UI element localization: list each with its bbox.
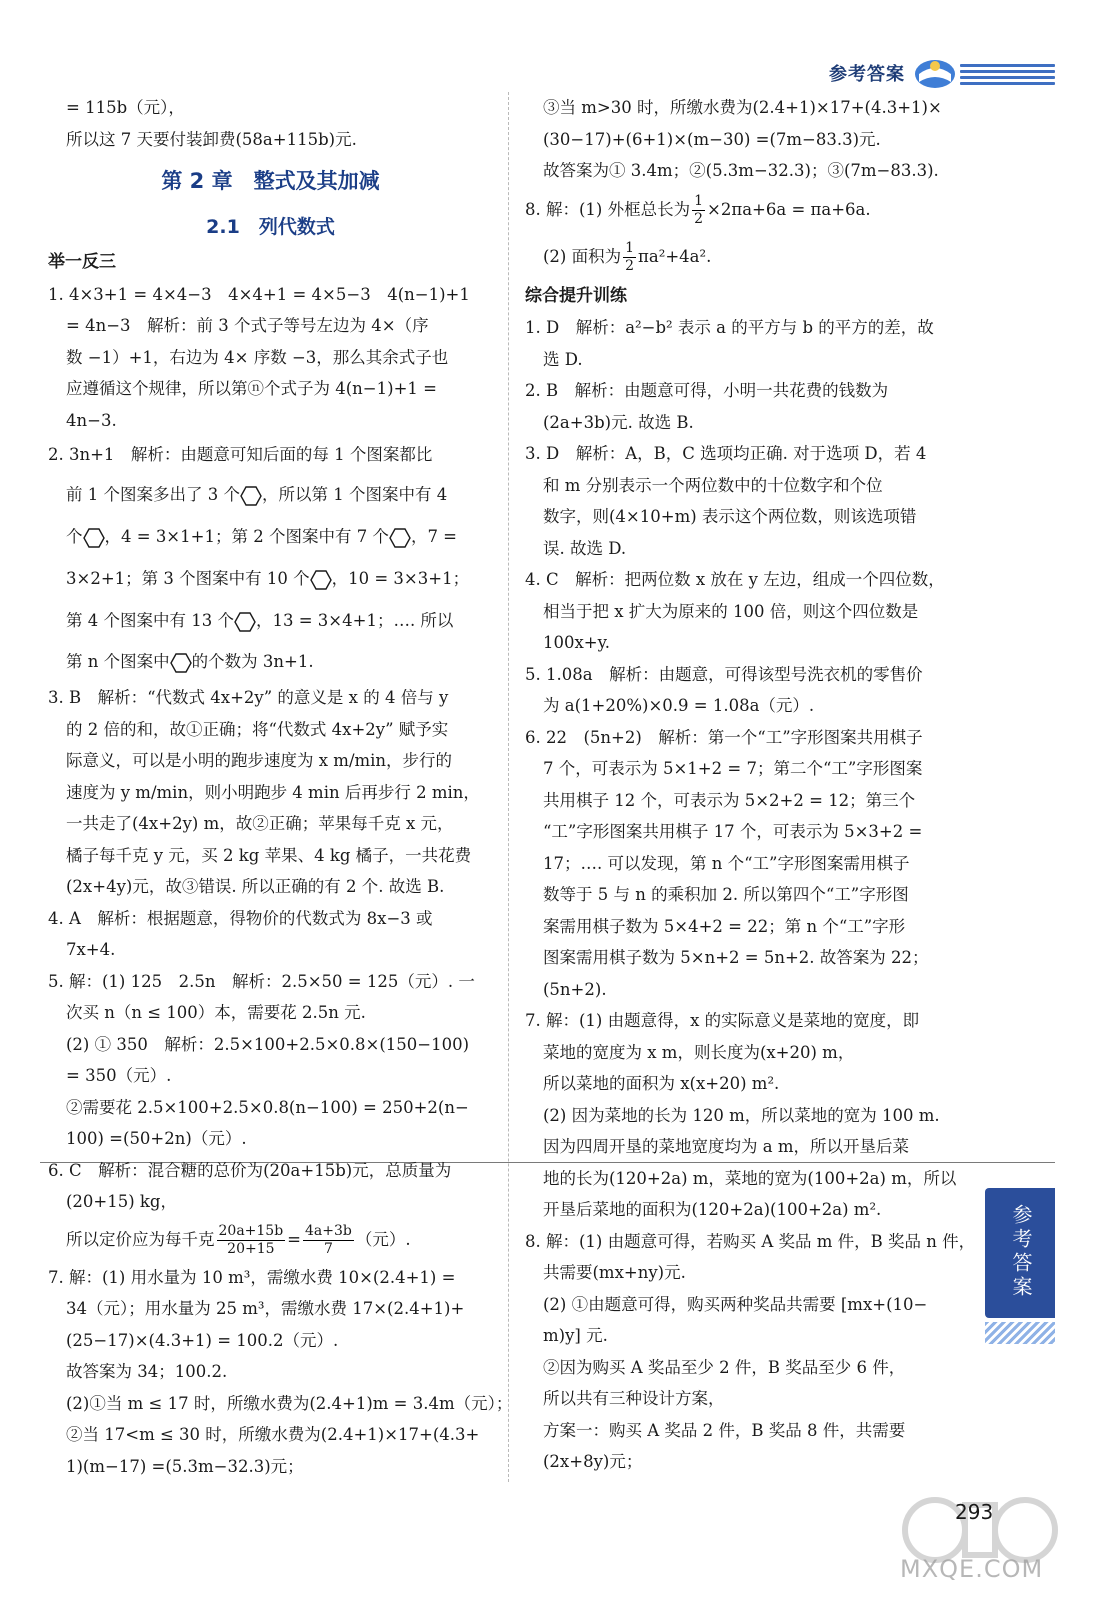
text-line: 为 a(1+20%)×0.9 = 1.08a（元）.: [543, 696, 815, 715]
text-line: [48, 600, 493, 642]
text-line: (25−17)×(4.3+1) = 100.2（元）.: [66, 1330, 339, 1350]
text-segment: 3×2+1；第 3 个图案中有 10 个: [66, 569, 310, 588]
text-line: 7. 解：(1) 由题意得，x 的实际意义是菜地的宽度，即: [525, 1011, 920, 1030]
text-segment: (2) 面积为: [543, 246, 622, 266]
text-line: 速度为 y m/min，则小明跑步 4 min 后再步行 2 min，: [66, 782, 480, 802]
hexagon-icon: [310, 569, 332, 591]
text-segment: 第 n 个图案中: [66, 652, 170, 671]
text-line: (2x+4y)元，故③错误. 所以正确的有 2 个. 故选 B.: [66, 877, 445, 896]
text-line: 4. C 解析：把两位数 x 放在 y 左边，组成一个四位数，: [525, 570, 945, 589]
hexagon-icon: [83, 527, 105, 549]
text-line: 菜地的宽度为 x m，则长度为(x+20) m，: [543, 1042, 855, 1062]
text-line: 5. 1.08a 解析：由题意，可得该型号洗衣机的零售价: [525, 664, 923, 684]
fraction-numerator: 4a+3b: [305, 1222, 352, 1239]
right-column: [525, 92, 976, 1478]
text-segment: ×2πa+6a = πa+6a.: [707, 199, 871, 219]
fraction: [692, 193, 705, 228]
text-segment: ，4 = 3×1+1；第 2 个图案中有 7 个: [104, 527, 389, 546]
text-line: ②需要花 2.5×100+2.5×0.8(n−100) = 250+2(n−: [66, 1097, 469, 1117]
book-logo-icon: [911, 52, 959, 92]
subsection-heading: 举一反三: [48, 252, 116, 272]
text-segment: （元）.: [355, 1229, 411, 1249]
side-tab: [985, 1188, 1055, 1318]
text-line: 2. 3n+1 解析：由题意可知后面的每 1 个图案都比: [48, 445, 433, 464]
text-line: 故答案为 34；100.2.: [66, 1362, 228, 1381]
text-segment: 个: [66, 527, 83, 546]
watermark-text: MXQE.COM: [900, 1555, 1044, 1583]
text-line: [48, 642, 493, 682]
text-segment: ，13 = 3×4+1；…. 所以: [255, 611, 454, 630]
fraction: [303, 1223, 354, 1258]
hexagon-icon: [234, 611, 256, 633]
text-line: 图案需用棋子数为 5×n+2 = 5n+2. 故答案为 22；: [543, 948, 929, 967]
text-segment: ，所以第 1 个图案中有 4: [261, 485, 448, 504]
fraction: [623, 240, 636, 275]
text-line: [48, 558, 493, 600]
text-line: 案需用棋子数为 5×4+2 = 22；第 n 个“工”字形: [543, 916, 906, 936]
column-divider: [508, 92, 509, 1482]
subsection-heading: 综合提升训练: [525, 285, 627, 306]
text-line: 1. 4×3+1 = 4×4−3 4×4+1 = 4×5−3 4(n−1)+1: [48, 284, 470, 304]
text-line: 7 个，可表示为 5×1+2 = 7；第二个“工”字形图案: [543, 759, 923, 778]
text-line: 6. 22 (5n+2) 解析：第一个“工”字形图案共用棋子: [525, 727, 923, 747]
text-line: m)y] 元.: [543, 1326, 608, 1345]
hexagon-icon: [389, 527, 411, 549]
text-line: ②因为购买 A 奖品至少 2 件，B 奖品至少 6 件，: [543, 1357, 906, 1377]
hexagon-icon: [170, 652, 192, 674]
header-decor-lines: [960, 64, 1055, 88]
left-column: [48, 92, 513, 1482]
text-line: 误. 故选 D.: [543, 538, 627, 558]
text-line: 所以菜地的面积为 x(x+20) m².: [543, 1074, 780, 1093]
text-line: 的 2 倍的和，故①正确；将“代数式 4x+2y” 赋予实: [66, 719, 449, 739]
text-line: 3. D 解析：A，B，C 选项均正确. 对于选项 D，若 4: [525, 444, 927, 463]
text-line: 1. D 解析：a²−b² 表示 a 的平方与 b 的平方的差，故: [525, 318, 934, 337]
text-line: = 4n−3 解析：前 3 个式子等号左边为 4×（序: [66, 316, 429, 335]
chapter-title: 第 2 章 整式及其加减: [161, 169, 380, 193]
hexagon-icon: [240, 485, 262, 507]
text-line: 4n−3.: [66, 410, 117, 430]
fraction-numerator: 20a+15b: [218, 1222, 284, 1239]
text-line: 7x+4.: [66, 940, 116, 959]
text-line: 应遵循这个规律，所以第ⓝ个式子为 4(n−1)+1 =: [66, 379, 437, 398]
text-line: 7. 解：(1) 用水量为 10 m³，需缴水费 10×(2.4+1) =: [48, 1267, 456, 1287]
text-line: (2a+3b)元. 故选 B.: [543, 412, 694, 432]
text-line: 共需要(mx+ny)元.: [543, 1263, 686, 1282]
text-line: [525, 233, 970, 281]
fraction-denominator: 7: [323, 1240, 333, 1257]
text-line: (2x+8y)元；: [543, 1452, 643, 1471]
text-line: 8. 解：(1) 由题意可得，若购买 A 奖品 m 件，B 奖品 n 件，: [525, 1231, 976, 1251]
text-line: (30−17)+(6+1)×(m−30) =(7m−83.3)元.: [543, 129, 881, 149]
header-title: 参考答案: [829, 64, 905, 85]
equals-sign: =: [287, 1229, 301, 1249]
text-line: (2)①当 m ≤ 17 时，所缴水费为(2.4+1)m = 3.4m（元）；: [66, 1393, 513, 1413]
text-line: ②当 17<m ≤ 30 时，所缴水费为(2.4+1)×17+(4.3+: [66, 1425, 480, 1444]
fraction-denominator: 20+15: [227, 1240, 275, 1257]
text-line: “工”字形图案共用棋子 17 个，可表示为 5×3+2 =: [543, 822, 923, 841]
fraction-numerator: 1: [694, 192, 704, 209]
text-line: 和 m 分别表示一个两位数中的十位数字和个位: [543, 475, 883, 495]
text-line: = 115b（元），: [66, 98, 185, 117]
text-line: 次买 n（n ≤ 100）本，需要花 2.5n 元.: [66, 1003, 366, 1022]
text-line: 6. C 解析：混合糖的总价为(20a+15b)元，总质量为: [48, 1160, 452, 1180]
text-line: (20+15) kg，: [66, 1192, 177, 1211]
text-line: 因为四周开垦的菜地宽度均为 a m，所以开垦后菜: [543, 1137, 909, 1156]
text-segment: ，10 = 3×3+1；: [331, 569, 470, 588]
text-line: [525, 187, 970, 233]
text-segment: ，7 =: [410, 527, 458, 546]
text-segment: 8. 解：(1) 外框总长为: [525, 199, 691, 219]
text-line: 选 D.: [543, 349, 583, 369]
text-line: 共用棋子 12 个，可表示为 5×2+2 = 12；第三个: [543, 790, 916, 810]
text-segment: 前 1 个图案多出了 3 个: [66, 485, 240, 504]
text-line: 所以共有三种设计方案，: [543, 1389, 725, 1408]
text-line: 34（元）；用水量为 25 m³，需缴水费 17×(2.4+1)+: [66, 1299, 465, 1318]
text-line: 1)(m−17) =(5.3m−32.3)元；: [66, 1456, 304, 1476]
text-line: 100x+y.: [543, 633, 610, 652]
text-line: 一共走了(4x+2y) m，故②正确；苹果每千克 x 元，: [66, 814, 454, 833]
fraction: [217, 1223, 286, 1258]
text-line: 际意义，可以是小明的跑步速度为 x m/min，步行的: [66, 751, 453, 770]
text-segment: 的个数为 3n+1.: [191, 652, 314, 671]
text-line: 相当于把 x 扩大为原来的 100 倍，则这个四位数是: [543, 601, 919, 621]
text-line: 100) =(50+2n)（元）.: [66, 1129, 247, 1148]
text-line: (2) ①由题意可得，购买两种奖品共需要 [mx+(10−: [543, 1294, 928, 1314]
text-line: (2) 因为菜地的长为 120 m，所以菜地的宽为 100 m.: [543, 1105, 940, 1125]
text-segment: πa²+4a².: [638, 246, 712, 266]
fraction-denominator: 2: [694, 210, 704, 227]
page-number: 293: [955, 1500, 994, 1524]
text-line: [48, 474, 493, 516]
text-line: (5n+2).: [543, 979, 607, 999]
text-line: 地的长为(120+2a) m，菜地的宽为(100+2a) m，所以: [543, 1168, 957, 1188]
text-line: 数等于 5 与 n 的乘积加 2. 所以第四个“工”字形图: [543, 885, 909, 904]
text-line: 橘子每千克 y 元，买 2 kg 苹果、4 kg 橘子，一共花费: [66, 845, 472, 865]
section-title: 2.1 列代数式: [206, 216, 335, 238]
text-line: 所以这 7 天要付装卸费(58a+115b)元.: [66, 129, 357, 149]
fraction-denominator: 2: [625, 257, 635, 274]
text-line: 数字，则(4×10+m) 表示这个两位数，则该选项错: [543, 507, 917, 526]
side-tab-stripe: [985, 1322, 1055, 1344]
text-line: 17；…. 可以发现，第 n 个“工”字形图案需用棋子: [543, 853, 910, 873]
text-line: (2) ① 350 解析：2.5×100+2.5×0.8×(150−100): [66, 1034, 470, 1054]
text-line: 3. B 解析：“代数式 4x+2y” 的意义是 x 的 4 倍与 y: [48, 688, 449, 707]
text-line: [48, 516, 493, 558]
text-line: ③当 m>30 时，所缴水费为(2.4+1)×17+(4.3+1)×: [543, 98, 942, 117]
text-line: 4. A 解析：根据题意，得物价的代数式为 8x−3 或: [48, 908, 433, 928]
text-line: [48, 1218, 493, 1262]
text-segment: 第 4 个图案中有 13 个: [66, 611, 234, 630]
text-line: 故答案为① 3.4m；②(5.3m−32.3)；③(7m−83.3).: [543, 161, 939, 180]
text-line: 5. 解：(1) 125 2.5n 解析：2.5×50 = 125（元）. 一: [48, 971, 475, 991]
text-line: 开垦后菜地的面积为(120+2a)(100+2a) m².: [543, 1200, 882, 1219]
text-line: 数 −1）+1，右边为 4× 序数 −3，那么其余式子也: [66, 347, 449, 367]
text-line: 2. B 解析：由题意可得，小明一共花费的钱数为: [525, 381, 889, 400]
side-tab-label: 参考答案: [1009, 1204, 1033, 1300]
fraction-numerator: 1: [625, 239, 635, 256]
text-line: 方案一：购买 A 奖品 2 件，B 奖品 8 件，共需要: [543, 1420, 906, 1440]
text-segment: 所以定价应为每千克: [66, 1229, 215, 1249]
text-line: = 350（元）.: [66, 1066, 172, 1085]
